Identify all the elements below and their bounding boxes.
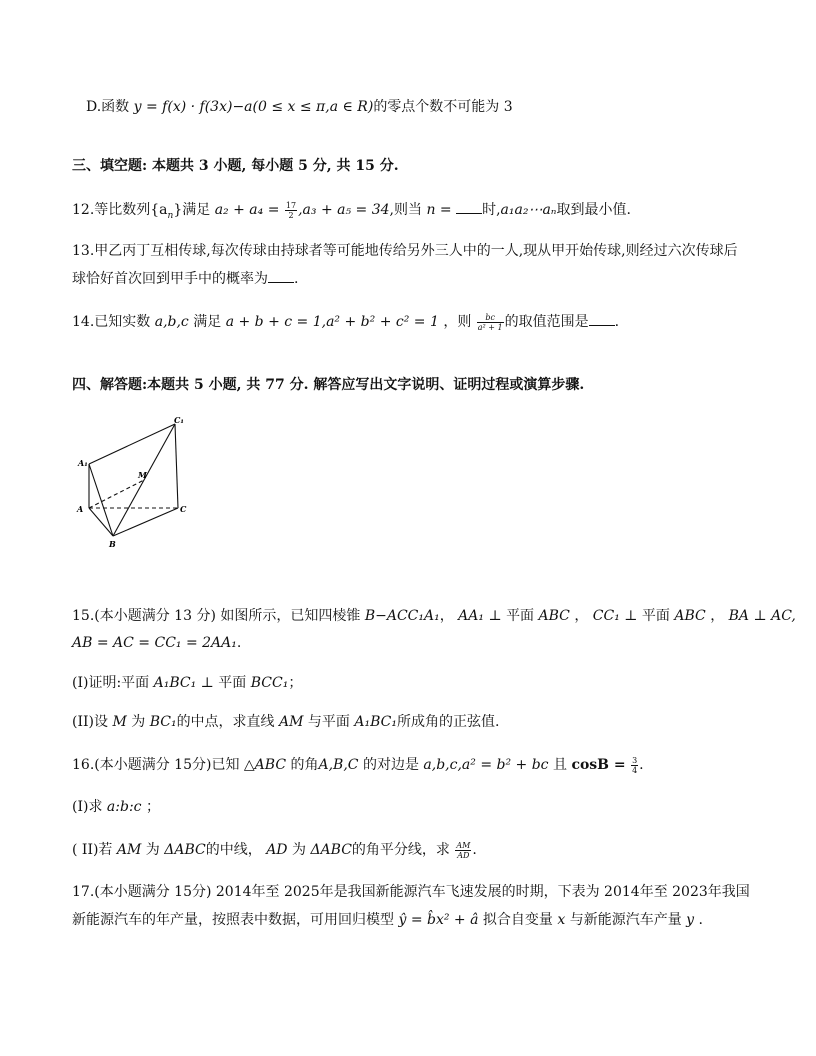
q12-answer-blank[interactable]	[456, 199, 482, 214]
q14-end: .	[614, 314, 620, 330]
q15-part2-bc1: BC₁	[149, 714, 177, 730]
q17-mid: 拟合自变量	[482, 912, 553, 928]
edge-c1-c	[175, 424, 178, 508]
q15-part1-mid: 平面	[218, 675, 247, 691]
question-16-part1	[72, 797, 160, 817]
label-a1: A₁	[78, 458, 88, 468]
option-d-equation: y = f(x) · f(3x)−a(0 ≤ x ≤ π,a ∈ R)	[133, 99, 374, 115]
q17-model: ŷ = b̂x² + â	[398, 912, 479, 928]
q15-aa1: AA₁ ⊥	[458, 608, 502, 624]
q15-sep2: ，	[574, 608, 589, 624]
q15-part2-plane: A₁BC₁	[354, 714, 397, 730]
q15-condition: AB = AC = CC₁ = 2AA₁	[72, 635, 237, 651]
q15-cc1: CC₁ ⊥	[592, 608, 638, 624]
section-heading-solutions: 四、解答题:本题共 5 小题, 共 77 分. 解答应写出文字说明、证明过程或演算步骤.	[72, 377, 585, 393]
label-c1: C₁	[174, 415, 184, 425]
q15-sep3: ，	[710, 608, 725, 624]
q16-part2-tri2: ΔABC	[310, 842, 352, 858]
q15-part2-text1: 为	[131, 714, 146, 730]
q16-frac-den: 4	[632, 765, 638, 775]
q14-fraction	[477, 313, 504, 332]
q16-part1-ratio: a:b:c	[106, 799, 142, 815]
q12-eq1: a₂ + a₄ =	[214, 202, 280, 218]
q15-prefix: 15.(本小题满分 13 分) 如图所示，已知四棱锥	[72, 608, 361, 624]
q17-x: x	[557, 912, 566, 928]
q12-eq2: ,a₃ + a₅ = 34	[298, 202, 390, 218]
q15-part2-m: M	[112, 714, 127, 730]
q16-part2-frac-num: AM	[456, 840, 471, 850]
q12-seq-open: {a	[150, 202, 168, 218]
q16-text3: 且	[552, 757, 567, 773]
q16-triangle: △ABC	[243, 757, 287, 773]
q15-abc1: ABC	[538, 608, 570, 624]
q16-fraction	[631, 756, 638, 775]
question-15-line1	[72, 606, 796, 626]
label-a: A	[77, 504, 84, 514]
q15-pyramid: B−ACC₁A₁	[364, 608, 440, 624]
q12-text3: 时,	[482, 202, 501, 218]
q15-part1-end: ；	[288, 675, 303, 691]
q12-prefix: 12.等比数列	[72, 202, 151, 218]
option-d	[86, 97, 513, 117]
edge-b-c1	[113, 424, 175, 536]
q16-part2-text3: 为	[291, 842, 306, 858]
edge-a1-b	[89, 464, 113, 536]
q16-part1-prefix: (I)求	[72, 799, 103, 815]
q15-sep1: ，	[439, 608, 454, 624]
q16-part2-tri1: ΔABC	[164, 842, 206, 858]
q12-text2: ,则当	[389, 202, 422, 218]
q14-answer-blank[interactable]	[589, 311, 615, 326]
section-heading-fill-in: 三、填空题: 本题共 3 小题, 每小题 5 分, 共 15 分.	[72, 158, 399, 174]
q14-text3: 的取值范围是	[504, 314, 589, 330]
option-d-label: D.函数	[86, 99, 130, 115]
q16-prefix: 16.(本小题满分 15分)已知	[72, 757, 240, 773]
q16-part2-text4: 的角平分线，求	[351, 842, 450, 858]
option-d-text: 的零点个数不可能为 3	[373, 99, 513, 115]
q16-text2: 的对边是	[362, 757, 419, 773]
q16-part2-prefix: ( II)若	[72, 842, 113, 858]
question-16-part2	[72, 840, 477, 860]
q16-part2-end: .	[472, 842, 477, 858]
question-17-line1: 17.(本小题满分 15分) 2014年至 2025年是我国新能源汽车飞速发展的时期，下表为 2014年至 2023年我国	[72, 884, 750, 900]
q15-line2-end: .	[236, 635, 242, 651]
q13-answer-blank[interactable]	[268, 268, 294, 283]
q14-frac-den: a² + 1	[477, 322, 503, 332]
question-14	[72, 311, 619, 332]
q12-product: a₁a₂⋯aₙ	[500, 202, 557, 218]
q17-prefix: 新能源汽车的年产量，按照表中数据，可用回归模型	[72, 912, 394, 928]
q12-frac-num: 17	[285, 200, 297, 210]
q12-fraction	[285, 201, 297, 220]
q16-part2-text2: 的中线，	[205, 842, 262, 858]
q14-vars: a,b,c	[154, 314, 189, 330]
q16-angles: A,B,C	[318, 757, 359, 773]
question-17-line2	[72, 910, 703, 930]
q14-text1: 满足	[193, 314, 222, 330]
pyramid-figure	[72, 412, 202, 552]
q12-text4: 取到最小值.	[556, 202, 631, 218]
q16-end: .	[639, 757, 644, 773]
q12-seq-sub: n	[167, 210, 174, 221]
question-15-part2	[72, 712, 499, 732]
question-12	[72, 199, 631, 226]
q15-part1-prefix: (I)证明:平面	[72, 675, 150, 691]
q15-ba: BA ⊥ AC,	[728, 608, 796, 624]
q16-part2-frac-den: AD	[457, 850, 470, 860]
q16-part2-ad: AD	[266, 842, 288, 858]
q14-prefix: 14.已知实数	[72, 314, 151, 330]
q14-frac-num: bc	[477, 313, 504, 323]
q16-cos: cosB =	[571, 757, 626, 773]
q15-part2-prefix: (II)设	[72, 714, 108, 730]
q12-n-eq: n =	[426, 202, 452, 218]
q12-text1: 满足	[182, 202, 211, 218]
edge-a-b	[89, 508, 113, 536]
q15-part2-text2: 的中点，求直线	[176, 714, 275, 730]
label-c: C	[180, 504, 187, 514]
label-m: M	[138, 470, 147, 480]
question-13-line2	[72, 268, 298, 289]
q15-part2-am: AM	[279, 714, 304, 730]
q14-text2: ，则	[443, 314, 472, 330]
q12-sequence	[150, 202, 183, 221]
q15-part1-plane1: A₁BC₁ ⊥	[153, 675, 214, 691]
q12-frac-den: 2	[288, 210, 294, 220]
q15-plane2: 平面	[641, 608, 670, 624]
q16-part2-text1: 为	[145, 842, 160, 858]
question-15-line2	[72, 633, 241, 653]
q17-y: y	[686, 912, 695, 928]
q12-seq-close: }	[173, 202, 183, 218]
q16-part2-fraction	[455, 841, 471, 860]
q16-frac-num: 3	[632, 755, 638, 765]
q15-part1-plane2: BCC₁	[250, 675, 289, 691]
q17-mid2: 与新能源汽车产量	[569, 912, 682, 928]
q13-text: 球恰好首次回到甲手中的概率为	[72, 271, 268, 287]
q15-abc2: ABC	[674, 608, 706, 624]
question-16	[72, 755, 644, 775]
edge-a1-c1	[89, 424, 175, 464]
q16-equation: a,b,c,a² = b² + bc	[423, 757, 549, 773]
q15-part2-text4: 所成角的正弦值.	[396, 714, 500, 730]
q16-text1: 的角	[290, 757, 319, 773]
q16-part1-end: ；	[145, 799, 160, 815]
q17-end: .	[698, 912, 703, 928]
question-13-line1: 13.甲乙丙丁互相传球,每次传球由持球者等可能地传给另外三人中的一人,现从甲开始传球,则经过六次传球后	[72, 243, 738, 259]
q15-part2-text3: 与平面	[307, 714, 350, 730]
label-b: B	[109, 539, 116, 549]
edge-b-c	[113, 508, 178, 536]
q14-equation: a + b + c = 1,a² + b² + c² = 1	[225, 314, 439, 330]
q15-plane1: 平面	[506, 608, 535, 624]
q16-part2-am: AM	[116, 842, 142, 858]
q13-end: .	[294, 271, 299, 287]
question-15-part1	[72, 673, 302, 693]
